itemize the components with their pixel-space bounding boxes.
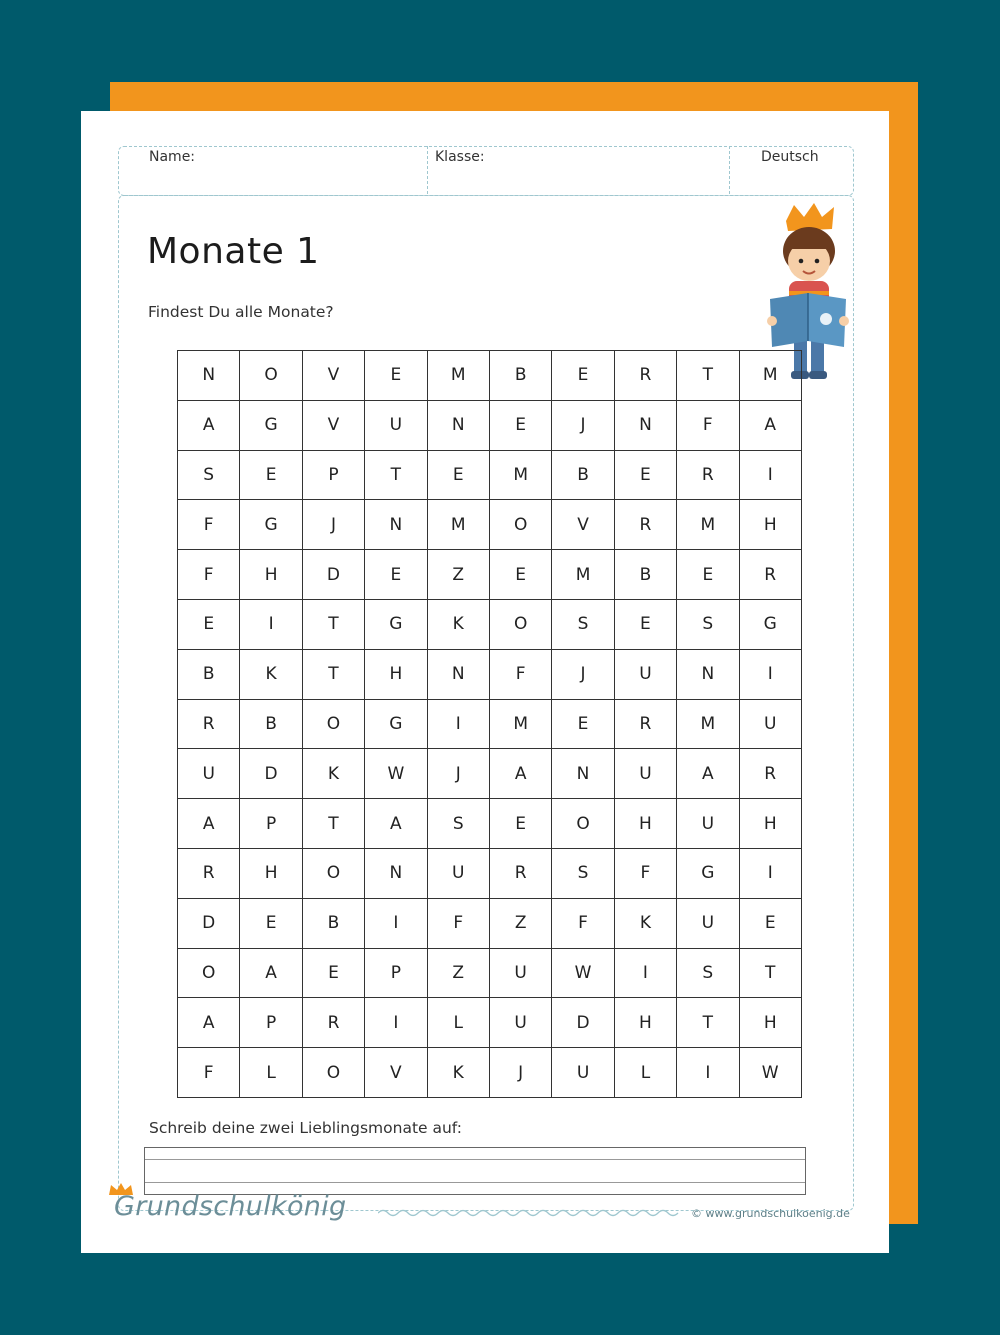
grid-cell[interactable]: W xyxy=(552,949,614,999)
grid-cell[interactable]: U xyxy=(178,749,240,799)
word-search-grid xyxy=(177,350,802,1098)
grid-cell[interactable]: D xyxy=(552,998,614,1048)
grid-cell[interactable]: I xyxy=(365,998,427,1048)
grid-cell[interactable]: T xyxy=(740,949,802,999)
grid-cell[interactable]: I xyxy=(240,600,302,650)
grid-cell[interactable]: U xyxy=(677,799,739,849)
grid-cell[interactable]: S xyxy=(677,600,739,650)
grid-cell[interactable]: B xyxy=(240,700,302,750)
grid-cell[interactable]: O xyxy=(552,799,614,849)
grid-cell[interactable]: T xyxy=(677,351,739,401)
grid-cell[interactable]: E xyxy=(428,451,490,501)
grid-cell[interactable]: T xyxy=(677,998,739,1048)
grid-cell[interactable]: B xyxy=(490,351,552,401)
grid-cell[interactable]: O xyxy=(303,849,365,899)
grid-cell[interactable]: A xyxy=(490,749,552,799)
grid-cell[interactable]: E xyxy=(303,949,365,999)
grid-cell[interactable]: B xyxy=(303,899,365,949)
grid-cell[interactable]: N xyxy=(178,351,240,401)
grid-cell[interactable]: F xyxy=(552,899,614,949)
grid-cell[interactable]: S xyxy=(178,451,240,501)
grid-cell[interactable]: E xyxy=(677,550,739,600)
grid-cell[interactable]: U xyxy=(552,1048,614,1098)
grid-cell[interactable]: S xyxy=(677,949,739,999)
name-label: Name: xyxy=(149,149,196,165)
grid-cell[interactable]: I xyxy=(740,849,802,899)
brand-logo-text: Grundschulkönig xyxy=(114,1191,347,1222)
grid-cell[interactable]: K xyxy=(428,1048,490,1098)
grid-cell[interactable]: E xyxy=(490,550,552,600)
grid-cell[interactable]: W xyxy=(365,749,427,799)
grid-cell[interactable]: U xyxy=(615,650,677,700)
grid-cell[interactable]: M xyxy=(740,351,802,401)
grid-cell[interactable]: O xyxy=(303,700,365,750)
grid-cell[interactable]: J xyxy=(552,650,614,700)
header-frame xyxy=(118,146,854,196)
grid-cell[interactable]: J xyxy=(552,401,614,451)
grid-cell[interactable]: S xyxy=(552,600,614,650)
grid-cell[interactable]: M xyxy=(428,351,490,401)
grid-cell[interactable]: N xyxy=(428,650,490,700)
grid-cell[interactable]: K xyxy=(615,899,677,949)
grid-cell[interactable]: T xyxy=(365,451,427,501)
grid-cell[interactable]: G xyxy=(240,500,302,550)
grid-cell[interactable]: L xyxy=(428,998,490,1048)
grid-cell[interactable]: N xyxy=(615,401,677,451)
grid-cell[interactable]: P xyxy=(365,949,427,999)
grid-cell[interactable]: J xyxy=(303,500,365,550)
grid-cell[interactable]: P xyxy=(303,451,365,501)
grid-cell[interactable]: Z xyxy=(490,899,552,949)
grid-cell[interactable]: I xyxy=(428,700,490,750)
worksheet-page xyxy=(81,111,889,1253)
grid-cell[interactable]: R xyxy=(490,849,552,899)
grid-cell[interactable]: R xyxy=(615,500,677,550)
grid-cell[interactable]: R xyxy=(740,550,802,600)
writing-lines[interactable] xyxy=(144,1147,806,1195)
subject-label: Deutsch xyxy=(761,149,819,165)
grid-cell[interactable]: K xyxy=(303,749,365,799)
grid-cell[interactable]: I xyxy=(677,1048,739,1098)
grid-cell[interactable]: H xyxy=(615,799,677,849)
grid-cell[interactable]: R xyxy=(303,998,365,1048)
grid-cell[interactable]: P xyxy=(240,799,302,849)
grid-cell[interactable]: D xyxy=(178,899,240,949)
grid-cell[interactable]: S xyxy=(428,799,490,849)
grid-cell[interactable]: I xyxy=(365,899,427,949)
grid-cell[interactable]: F xyxy=(490,650,552,700)
grid-cell[interactable]: U xyxy=(428,849,490,899)
grid-cell[interactable]: O xyxy=(490,500,552,550)
grid-cell[interactable]: R xyxy=(740,749,802,799)
grid-cell[interactable]: A xyxy=(178,401,240,451)
grid-cell[interactable]: R xyxy=(615,351,677,401)
wave-divider xyxy=(378,1208,683,1218)
grid-cell[interactable]: K xyxy=(428,600,490,650)
grid-cell[interactable]: G xyxy=(740,600,802,650)
grid-cell[interactable]: O xyxy=(490,600,552,650)
grid-cell[interactable]: E xyxy=(615,451,677,501)
grid-cell[interactable]: E xyxy=(240,451,302,501)
grid-cell[interactable]: N xyxy=(428,401,490,451)
grid-cell[interactable]: E xyxy=(240,899,302,949)
grid-cell[interactable]: M xyxy=(490,451,552,501)
grid-cell[interactable]: L xyxy=(615,1048,677,1098)
grid-cell[interactable]: F xyxy=(428,899,490,949)
grid-cell[interactable]: E xyxy=(740,899,802,949)
grid-cell[interactable]: G xyxy=(240,401,302,451)
grid-cell[interactable]: A xyxy=(178,998,240,1048)
grid-cell[interactable]: A xyxy=(677,749,739,799)
grid-cell[interactable]: F xyxy=(178,500,240,550)
grid-cell[interactable]: F xyxy=(178,550,240,600)
grid-cell[interactable]: E xyxy=(365,550,427,600)
grid-cell[interactable]: M xyxy=(490,700,552,750)
grid-cell[interactable]: V xyxy=(303,351,365,401)
grid-cell[interactable]: V xyxy=(365,1048,427,1098)
grid-cell[interactable]: D xyxy=(240,749,302,799)
grid-cell[interactable]: H xyxy=(365,650,427,700)
grid-cell[interactable]: T xyxy=(303,799,365,849)
grid-cell[interactable]: M xyxy=(552,550,614,600)
grid-cell[interactable]: F xyxy=(677,401,739,451)
grid-cell[interactable]: H xyxy=(615,998,677,1048)
grid-cell[interactable]: M xyxy=(677,700,739,750)
grid-cell[interactable]: E xyxy=(365,351,427,401)
class-label: Klasse: xyxy=(435,149,485,165)
grid-cell[interactable]: T xyxy=(303,600,365,650)
grid-cell[interactable]: V xyxy=(303,401,365,451)
grid-cell[interactable]: U xyxy=(365,401,427,451)
grid-cell[interactable]: R xyxy=(677,451,739,501)
grid-cell[interactable]: O xyxy=(240,351,302,401)
grid-cell[interactable]: E xyxy=(490,799,552,849)
grid-cell[interactable]: B xyxy=(552,451,614,501)
grid-cell[interactable]: B xyxy=(178,650,240,700)
grid-cell[interactable]: W xyxy=(740,1048,802,1098)
grid-cell[interactable]: U xyxy=(677,899,739,949)
grid-cell[interactable]: J xyxy=(490,1048,552,1098)
grid-cell[interactable]: H xyxy=(240,550,302,600)
header-divider xyxy=(427,146,428,194)
grid-cell[interactable]: H xyxy=(740,799,802,849)
grid-cell[interactable]: G xyxy=(677,849,739,899)
grid-cell[interactable]: R xyxy=(178,700,240,750)
grid-cell[interactable]: F xyxy=(178,1048,240,1098)
grid-cell[interactable]: U xyxy=(740,700,802,750)
grid-cell[interactable]: F xyxy=(615,849,677,899)
grid-cell[interactable]: R xyxy=(615,700,677,750)
grid-cell[interactable]: L xyxy=(240,1048,302,1098)
grid-cell[interactable]: M xyxy=(677,500,739,550)
grid-cell[interactable]: E xyxy=(552,351,614,401)
grid-cell[interactable]: E xyxy=(552,700,614,750)
grid-cell[interactable]: H xyxy=(740,998,802,1048)
grid-cell[interactable]: V xyxy=(552,500,614,550)
grid-cell[interactable]: U xyxy=(615,749,677,799)
grid-cell[interactable]: A xyxy=(240,949,302,999)
grid-cell[interactable]: M xyxy=(428,500,490,550)
grid-cell[interactable]: D xyxy=(303,550,365,600)
grid-cell[interactable]: O xyxy=(178,949,240,999)
grid-cell[interactable]: A xyxy=(740,401,802,451)
grid-cell[interactable]: S xyxy=(552,849,614,899)
grid-cell[interactable]: O xyxy=(303,1048,365,1098)
page-title: Monate 1 xyxy=(147,231,320,272)
grid-cell[interactable]: E xyxy=(615,600,677,650)
grid-cell[interactable]: Z xyxy=(428,550,490,600)
grid-cell[interactable]: K xyxy=(240,650,302,700)
grid-cell[interactable]: T xyxy=(303,650,365,700)
grid-cell[interactable]: A xyxy=(365,799,427,849)
grid-cell[interactable]: E xyxy=(490,401,552,451)
grid-cell[interactable]: P xyxy=(240,998,302,1048)
grid-cell[interactable]: H xyxy=(740,500,802,550)
grid-cell[interactable]: A xyxy=(178,799,240,849)
grid-cell[interactable]: N xyxy=(365,500,427,550)
grid-cell[interactable]: E xyxy=(178,600,240,650)
grid-cell[interactable]: B xyxy=(615,550,677,600)
grid-cell[interactable]: R xyxy=(178,849,240,899)
write-prompt: Schreib deine zwei Lieblingsmonate auf: xyxy=(149,1119,462,1137)
grid-cell[interactable]: I xyxy=(740,650,802,700)
grid-cell[interactable]: N xyxy=(552,749,614,799)
grid-cell[interactable]: G xyxy=(365,600,427,650)
header-divider xyxy=(729,146,730,194)
grid-cell[interactable]: U xyxy=(490,949,552,999)
grid-cell[interactable]: N xyxy=(677,650,739,700)
grid-cell[interactable]: I xyxy=(615,949,677,999)
grid-cell[interactable]: I xyxy=(740,451,802,501)
grid-cell[interactable]: Z xyxy=(428,949,490,999)
grid-cell[interactable]: J xyxy=(428,749,490,799)
website-link[interactable]: © www.grundschulkoenig.de xyxy=(691,1207,850,1220)
grid-cell[interactable]: N xyxy=(365,849,427,899)
grid-cell[interactable]: U xyxy=(490,998,552,1048)
grid-cell[interactable]: H xyxy=(240,849,302,899)
grid-cell[interactable]: G xyxy=(365,700,427,750)
instruction-text: Findest Du alle Monate? xyxy=(148,303,334,321)
